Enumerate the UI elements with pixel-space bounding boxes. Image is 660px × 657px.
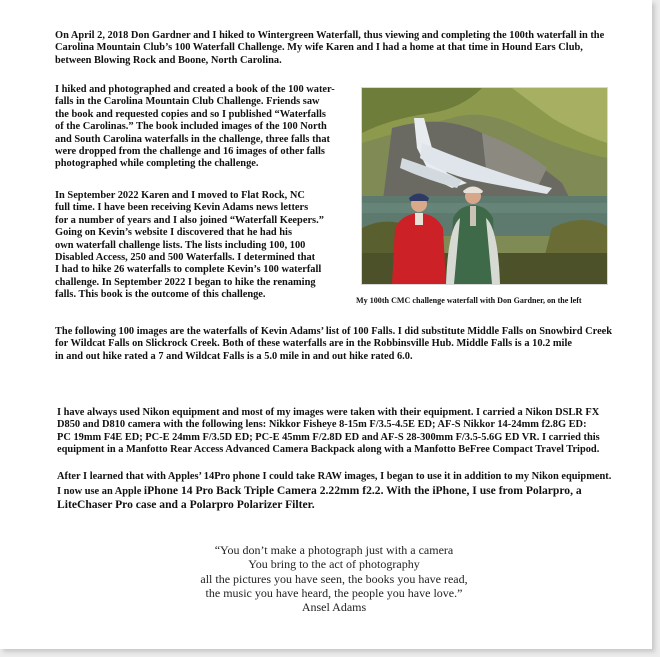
book-paragraph bbox=[55, 84, 355, 171]
equipment-paragraph bbox=[57, 407, 632, 457]
text-line: the book and requested copies and so I published “Waterfalls bbox=[55, 108, 326, 120]
text-line: I have always used Nikon equipment and most of my images were taken with their equipment. I carried a Nikon DSLR FX bbox=[57, 407, 600, 418]
text-segment: I now use an Apple bbox=[57, 486, 144, 497]
text-line bbox=[57, 484, 635, 498]
text-line: After I learned that with Apples’ 14Pro phone I could take RAW images, I began to use it in addition to my Nikon equipment. bbox=[57, 471, 612, 482]
text-line: own waterfall challenge lists. The lists including 100, 100 bbox=[55, 239, 306, 251]
text-line: challenge. In September 2022 I began to hike the renaming bbox=[55, 276, 316, 288]
quote-attribution: Ansel Adams bbox=[301, 600, 367, 615]
text-line: in and out hike rated a 7 and Wildcat Falls is a 5.0 mile in and out hike rated 6.0. bbox=[55, 350, 413, 362]
text-line: Going on Kevin’s website I discovered that he had his bbox=[55, 227, 292, 239]
text-line: Carolina Mountain Club’s 100 Waterfall Challenge. My wife Karen and I had a home at that time in Hound Ears Club, bbox=[55, 42, 583, 54]
text-line: falls in the Carolina Mountain Club Challenge. Friends saw bbox=[55, 96, 320, 108]
text-line: In September 2022 Karen and I moved to Flat Rock, NC bbox=[55, 190, 305, 201]
text-line: full time. I have been receiving Kevin Adams news letters bbox=[55, 202, 309, 214]
quote-line: “You don’t make a photograph just with a camera bbox=[214, 543, 454, 557]
quote-line: all the pictures you have seen, the books you have read, bbox=[200, 571, 468, 586]
text-line: The following 100 images are the waterfalls of Kevin Adams’ list of 100 Falls. I did substitute Middle Falls on Snowbird Creek bbox=[55, 326, 613, 337]
text-line: I hiked and photographed and created a book of the 100 water- bbox=[55, 84, 335, 95]
text-line: PC 19mm F4E ED; PC-E 24mm F/3.5D ED; PC-E 45mm F/2.8D ED and AF-S 28-300mm F/3.5-5.6G ED VR. I carried this bbox=[57, 431, 600, 443]
images-paragraph bbox=[55, 326, 635, 363]
move-paragraph bbox=[55, 190, 355, 302]
text-line: for Wildcat Falls on Slickrock Creek. Both of these waterfalls are in the Robbinsville Hub. Middle Falls is a 10.2 mile bbox=[55, 338, 572, 350]
photo-caption: My 100th CMC challenge waterfall with Don Gardner, on the left bbox=[356, 296, 582, 305]
text-segment: iPhone 14 Pro Back Triple Camera 2.22mm f2.2. With the iPhone, I use from Polarpro, a bbox=[143, 484, 582, 497]
text-line: of the Carolinas.” The book included images of the 100 North bbox=[55, 121, 327, 133]
quote-line: the music you have heard, the people you have love.” bbox=[205, 585, 463, 600]
text-line: D850 and D810 camera with the following lens: Nikkor Fisheye 8-15m F/3.5-4.5E ED; AF-S Nikkor 14-24mm f2.8G ED: bbox=[57, 419, 587, 431]
text-line: photographed while completing the challenge. bbox=[55, 158, 259, 170]
text-line: On April 2, 2018 Don Gardner and I hiked to Wintergreen Waterfall, thus viewing and completing the 100th waterfall in the bbox=[55, 30, 605, 41]
text-line: and South Carolina waterfalls in the challenge, three falls that bbox=[55, 133, 330, 145]
text-line: for a number of years and I also joined “Waterfall Keepers.” bbox=[55, 214, 324, 226]
waterfall-photo bbox=[361, 87, 608, 285]
text-line: falls. This book is the outcome of this challenge. bbox=[55, 289, 266, 301]
text-line: LiteChaser Pro case and a Polarpro Polarizer Filter. bbox=[57, 498, 315, 511]
iphone-paragraph bbox=[57, 484, 635, 511]
text-line: equipment in a Manfotto Rear Access Advanced Camera Backpack along with a Manfotto BeFree Compact Travel Tripod. bbox=[57, 444, 600, 456]
text-line: between Blowing Rock and Boone, North Carolina. bbox=[55, 54, 282, 66]
intro-paragraph bbox=[55, 30, 630, 67]
iphone-paragraph-first-line bbox=[57, 471, 635, 483]
text-line: I had to hike 26 waterfalls to complete Kevin’s 100 waterfall bbox=[55, 264, 322, 276]
text-line: were dropped from the challenge and 16 images of other falls bbox=[55, 146, 325, 158]
text-line: Disabled Access, 250 and 500 Waterfalls. I determined that bbox=[55, 252, 316, 264]
ansel-adams-quote bbox=[120, 543, 548, 614]
quote-line: You bring to the act of photography bbox=[248, 557, 420, 572]
